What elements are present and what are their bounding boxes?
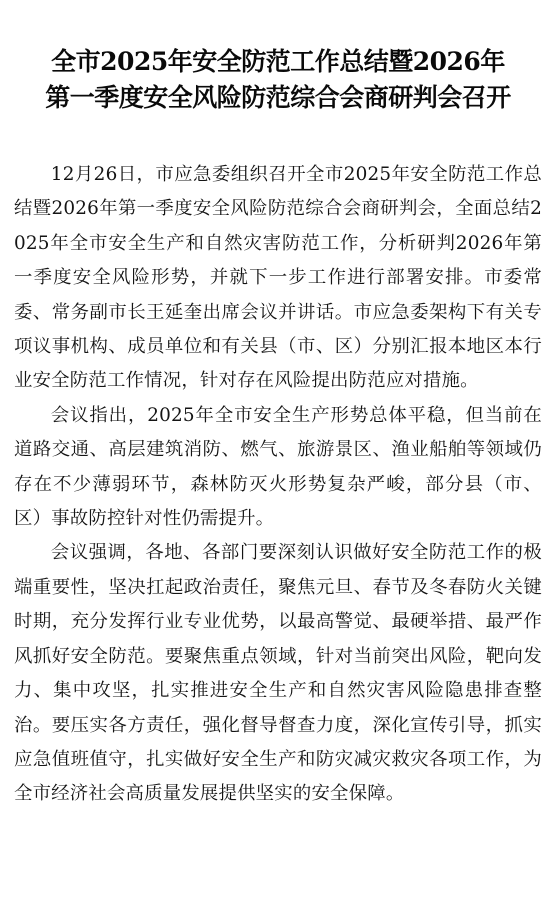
article-title-line-2: 第一季度安全风险防范综合会商研判会召开 — [45, 83, 511, 112]
article-paragraph-3: 会议强调，各地、各部门要深刻认识做好安全防范工作的极端重要性，坚决扛起政治责任，聚焦元旦、春节及冬春防火关键时期，充分发挥行业专业优势，以最高警觉、最硬举措、最严作风抓好安全防范。要聚焦重点领域，针对当前突出风险，靶向发力、集中攻坚，扎实推进安全生产和自然灾害风险隐患排查整治。要压实各方责任，强化督导督查力度，深化宣传引导，抓实应急值班值守，扎实做好安全生产和防灾减灾救灾各项工作，为全市经济社会高质量发展提供坚实的安全保障。 — [14, 542, 542, 805]
article-title — [14, 44, 542, 116]
article-paragraph-2: 会议指出，2025年全市安全生产形势总体平稳，但当前在道路交通、高层建筑消防、燃气、旅游景区、渔业船舶等领域仍存在不少薄弱环节，森林防灭火形势复杂严峻，部分县（市、区）事故防控针对性仍需提升。 — [14, 404, 542, 530]
article-body — [14, 158, 542, 812]
article-title-line-1: 全市2025年安全防范工作总结暨2026年 — [51, 47, 505, 76]
article-paragraph-1: 12月26日，市应急委组织召开全市2025年安全防范工作总结暨2026年第一季度安全风险防范综合会商研判会，全面总结2025年全市安全生产和自然灾害防范工作，分析研判2026年第一季度安全风险形势，并就下一步工作进行部署安排。市委常委、常务副市长王延奎出席会议并讲话。市应急委架构下有关专项议事机构、成员单位和有关县（市、区）分别汇报本地区本行业安全防范工作情况，针对存在风险提出防范应对措施。 — [14, 164, 542, 392]
